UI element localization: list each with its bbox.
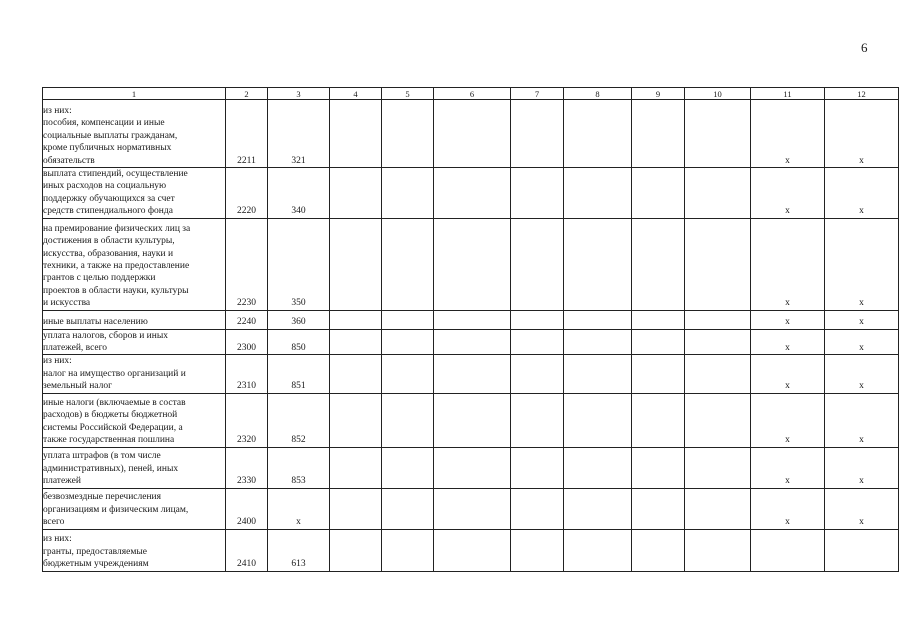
empty-cell — [434, 329, 511, 355]
row-description: выплата стипендий, осуществление иных расходов на социальную поддержку обучающихся за счет средств стипендиального фонда — [43, 168, 226, 219]
empty-cell — [330, 310, 382, 329]
column-header: 4 — [330, 88, 382, 100]
cell-col-11: x — [751, 310, 825, 329]
table-row — [43, 100, 899, 168]
column-header: 9 — [632, 88, 685, 100]
empty-cell — [632, 529, 685, 571]
empty-cell — [434, 100, 511, 168]
empty-cell — [330, 168, 382, 219]
cell-col-12: x — [825, 329, 899, 355]
cell-col-11: x — [751, 447, 825, 488]
empty-cell — [564, 168, 632, 219]
table-row — [43, 393, 899, 447]
row-line-code: 2330 — [226, 447, 268, 488]
empty-cell — [330, 393, 382, 447]
empty-cell — [511, 218, 564, 310]
expenditure-table — [42, 87, 899, 572]
cell-col-11: x — [751, 393, 825, 447]
empty-cell — [330, 355, 382, 393]
table-row — [43, 310, 899, 329]
empty-cell — [434, 218, 511, 310]
empty-cell — [382, 329, 434, 355]
empty-cell — [564, 355, 632, 393]
table-row — [43, 355, 899, 393]
empty-cell — [632, 218, 685, 310]
empty-cell — [564, 218, 632, 310]
empty-cell — [382, 355, 434, 393]
row-line-code: 2320 — [226, 393, 268, 447]
empty-cell — [434, 488, 511, 529]
empty-cell — [632, 168, 685, 219]
empty-cell — [382, 488, 434, 529]
empty-cell — [564, 100, 632, 168]
empty-cell — [564, 310, 632, 329]
row-classification-code: 613 — [268, 529, 330, 571]
table-row — [43, 329, 899, 355]
column-header: 1 — [43, 88, 226, 100]
empty-cell — [511, 329, 564, 355]
row-line-code: 2300 — [226, 329, 268, 355]
empty-cell — [511, 310, 564, 329]
row-line-code: 2400 — [226, 488, 268, 529]
row-classification-code: 360 — [268, 310, 330, 329]
row-classification-code: 853 — [268, 447, 330, 488]
empty-cell — [511, 447, 564, 488]
empty-cell — [685, 310, 751, 329]
cell-col-11 — [751, 529, 825, 571]
empty-cell — [632, 100, 685, 168]
row-description: на премирование физических лиц за достижения в области культуры, искусства, образования, науки и техники, а также на предоставление грантов с целью поддержки проектов в области науки, культуры и искусства — [43, 218, 226, 310]
row-classification-code: 350 — [268, 218, 330, 310]
empty-cell — [632, 393, 685, 447]
column-header: 7 — [511, 88, 564, 100]
empty-cell — [434, 393, 511, 447]
row-line-code: 2410 — [226, 529, 268, 571]
column-header: 2 — [226, 88, 268, 100]
empty-cell — [564, 447, 632, 488]
row-classification-code: 851 — [268, 355, 330, 393]
cell-col-12: x — [825, 355, 899, 393]
empty-cell — [434, 447, 511, 488]
row-description: из них: пособия, компенсации и иные социальные выплаты гражданам, кроме публичных нормативных обязательств — [43, 100, 226, 168]
empty-cell — [564, 393, 632, 447]
empty-cell — [382, 393, 434, 447]
row-description: из них: налог на имущество организаций и земельный налог — [43, 355, 226, 393]
table-row — [43, 168, 899, 219]
row-classification-code: x — [268, 488, 330, 529]
table-row — [43, 529, 899, 571]
column-header: 3 — [268, 88, 330, 100]
table-row — [43, 488, 899, 529]
cell-col-11: x — [751, 168, 825, 219]
empty-cell — [434, 355, 511, 393]
empty-cell — [434, 310, 511, 329]
empty-cell — [330, 529, 382, 571]
empty-cell — [511, 100, 564, 168]
empty-cell — [511, 168, 564, 219]
empty-cell — [382, 218, 434, 310]
cell-col-11: x — [751, 329, 825, 355]
empty-cell — [330, 218, 382, 310]
empty-cell — [564, 329, 632, 355]
empty-cell — [685, 218, 751, 310]
row-description: из них: гранты, предоставляемые бюджетным учреждениям — [43, 529, 226, 571]
empty-cell — [685, 355, 751, 393]
empty-cell — [511, 488, 564, 529]
cell-col-12: x — [825, 168, 899, 219]
cell-col-11: x — [751, 100, 825, 168]
page-number: 6 — [861, 40, 868, 55]
row-description: уплата штрафов (в том числе административных), пеней, иных платежей — [43, 447, 226, 488]
empty-cell — [382, 310, 434, 329]
row-classification-code: 850 — [268, 329, 330, 355]
cell-col-12: x — [825, 310, 899, 329]
row-description: иные выплаты населению — [43, 310, 226, 329]
row-classification-code: 340 — [268, 168, 330, 219]
row-description: уплата налогов, сборов и иных платежей, всего — [43, 329, 226, 355]
empty-cell — [382, 100, 434, 168]
column-header: 11 — [751, 88, 825, 100]
column-header: 5 — [382, 88, 434, 100]
empty-cell — [330, 447, 382, 488]
empty-cell — [632, 447, 685, 488]
empty-cell — [511, 355, 564, 393]
row-line-code: 2240 — [226, 310, 268, 329]
table-row — [43, 447, 899, 488]
empty-cell — [685, 168, 751, 219]
empty-cell — [685, 447, 751, 488]
empty-cell — [434, 168, 511, 219]
empty-cell — [685, 488, 751, 529]
row-line-code: 2211 — [226, 100, 268, 168]
table-row — [43, 218, 899, 310]
empty-cell — [632, 310, 685, 329]
cell-col-11: x — [751, 488, 825, 529]
empty-cell — [434, 529, 511, 571]
empty-cell — [511, 393, 564, 447]
cell-col-12: x — [825, 218, 899, 310]
empty-cell — [330, 100, 382, 168]
empty-cell — [685, 100, 751, 168]
row-description: иные налоги (включаемые в состав расходов) в бюджеты бюджетной системы Российской Федерации, а также государственная пошлина — [43, 393, 226, 447]
column-number-row — [43, 88, 899, 100]
cell-col-12: x — [825, 447, 899, 488]
cell-col-12: x — [825, 100, 899, 168]
empty-cell — [382, 447, 434, 488]
cell-col-12 — [825, 529, 899, 571]
empty-cell — [632, 488, 685, 529]
row-line-code: 2310 — [226, 355, 268, 393]
column-header: 8 — [564, 88, 632, 100]
column-header: 6 — [434, 88, 511, 100]
column-header: 10 — [685, 88, 751, 100]
empty-cell — [564, 529, 632, 571]
cell-col-11: x — [751, 218, 825, 310]
cell-col-12: x — [825, 393, 899, 447]
empty-cell — [564, 488, 632, 529]
empty-cell — [685, 393, 751, 447]
row-classification-code: 852 — [268, 393, 330, 447]
empty-cell — [685, 329, 751, 355]
cell-col-12: x — [825, 488, 899, 529]
row-line-code: 2230 — [226, 218, 268, 310]
empty-cell — [330, 488, 382, 529]
empty-cell — [632, 329, 685, 355]
row-line-code: 2220 — [226, 168, 268, 219]
row-description: безвозмездные перечисления организациям и физическим лицам, всего — [43, 488, 226, 529]
empty-cell — [685, 529, 751, 571]
column-header: 12 — [825, 88, 899, 100]
empty-cell — [382, 529, 434, 571]
empty-cell — [382, 168, 434, 219]
cell-col-11: x — [751, 355, 825, 393]
empty-cell — [511, 529, 564, 571]
empty-cell — [632, 355, 685, 393]
empty-cell — [330, 329, 382, 355]
row-classification-code: 321 — [268, 100, 330, 168]
